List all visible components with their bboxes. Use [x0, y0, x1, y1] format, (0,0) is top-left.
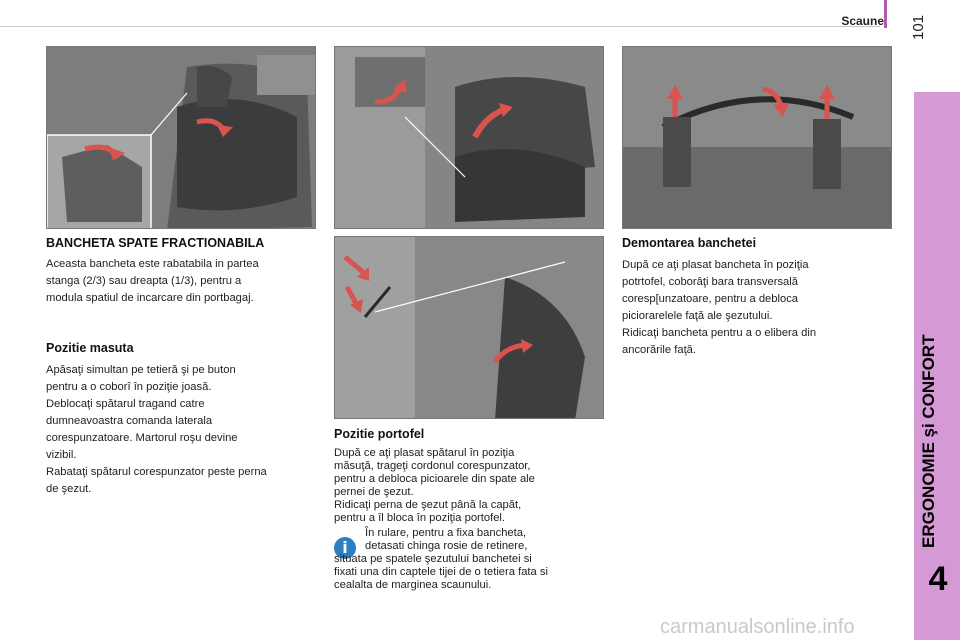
text-line: pentru a debloca picioarele din spate ale — [334, 473, 535, 485]
seat-fold-photo — [334, 46, 604, 229]
floor-bar-photo — [622, 46, 892, 229]
header-rule — [0, 26, 880, 27]
text-line: dumneavoastra comanda laterala — [46, 415, 213, 427]
text-line: Deblocaţi spătarul tragand catre — [46, 398, 205, 410]
text-line: După ce aţi plasat bancheta în poziţia — [622, 259, 809, 271]
text-line: piciorarelele faţă ale şezutului. — [622, 310, 773, 322]
text-line: După ce aţi plasat spătarul în poziţia — [334, 447, 515, 459]
page-number: 101 — [910, 14, 927, 40]
text-line: pernei de şezut. — [334, 486, 414, 498]
bench-fold-photo — [46, 46, 316, 229]
text-line: potrtofel, coborâţi bara transversală — [622, 276, 798, 288]
text-line: pentru a o coborî în poziţie joasă. — [46, 381, 212, 393]
text-line: stanga (2/3) sau dreapta (1/3), pentru a — [46, 275, 242, 287]
removal-heading: Demontarea banchetei — [622, 236, 757, 250]
wallet-position-body — [334, 447, 614, 525]
bench-heading: BANCHETA SPATE FRACTIONABILA — [46, 236, 265, 250]
info-icon: i — [334, 537, 356, 559]
text-line: cealalta de marginea scaunului. — [334, 579, 492, 591]
chapter-number: 4 — [928, 560, 948, 598]
text-line: ancorările faţă. — [622, 344, 697, 356]
text-line: măsuţă, trageţi cordonul corespunzator, — [334, 460, 531, 472]
wallet-position-heading: Pozitie portofel — [334, 427, 425, 441]
text-line: modula spatiul de incarcare din portbagaj. — [46, 292, 254, 304]
info-note — [334, 527, 614, 592]
text-line: corespunzatoare. Martorul roşu devine — [46, 432, 238, 444]
chapter-tab-label: ERGONOMIE şi CONFORT — [919, 334, 938, 548]
text-line: Ridicaţi perna de şezut până la capăt, — [334, 499, 522, 511]
text-line: fixati una din captele tijei de o tetiera fata si — [334, 566, 548, 578]
table-position-body — [46, 362, 316, 498]
text-line: de şezut. — [46, 483, 92, 495]
header-accent-bar — [884, 0, 887, 28]
strap-photo — [334, 236, 604, 419]
text-line: coresp[unzatoare, pentru a debloca — [622, 293, 799, 305]
text-line: pentru a îl bloca în poziţia portofel. — [334, 512, 506, 524]
bench-body — [46, 256, 316, 307]
page-header-title: Scaune — [841, 14, 884, 28]
text-line: Aceasta bancheta este rabatabila in partea — [46, 258, 259, 270]
text-line: Ridicaţi bancheta pentru a o elibera din — [622, 327, 817, 339]
text-line: Rabataţi spătarul corespunzator peste perna — [46, 466, 267, 478]
removal-body — [622, 257, 892, 359]
text-line: Apăsaţi simultan pe tetieră şi pe buton — [46, 364, 236, 376]
text-line: În rulare, pentru a fixa bancheta, — [365, 527, 527, 539]
watermark-text: carmanualsonline.info — [660, 616, 855, 638]
text-line: detasati chinga rosie de retinere, — [365, 540, 528, 552]
text-line: situata pe spatele şezutului banchetei si — [334, 553, 532, 565]
table-position-heading: Pozitie masuta — [46, 341, 134, 355]
text-line: vizibil. — [46, 449, 77, 461]
